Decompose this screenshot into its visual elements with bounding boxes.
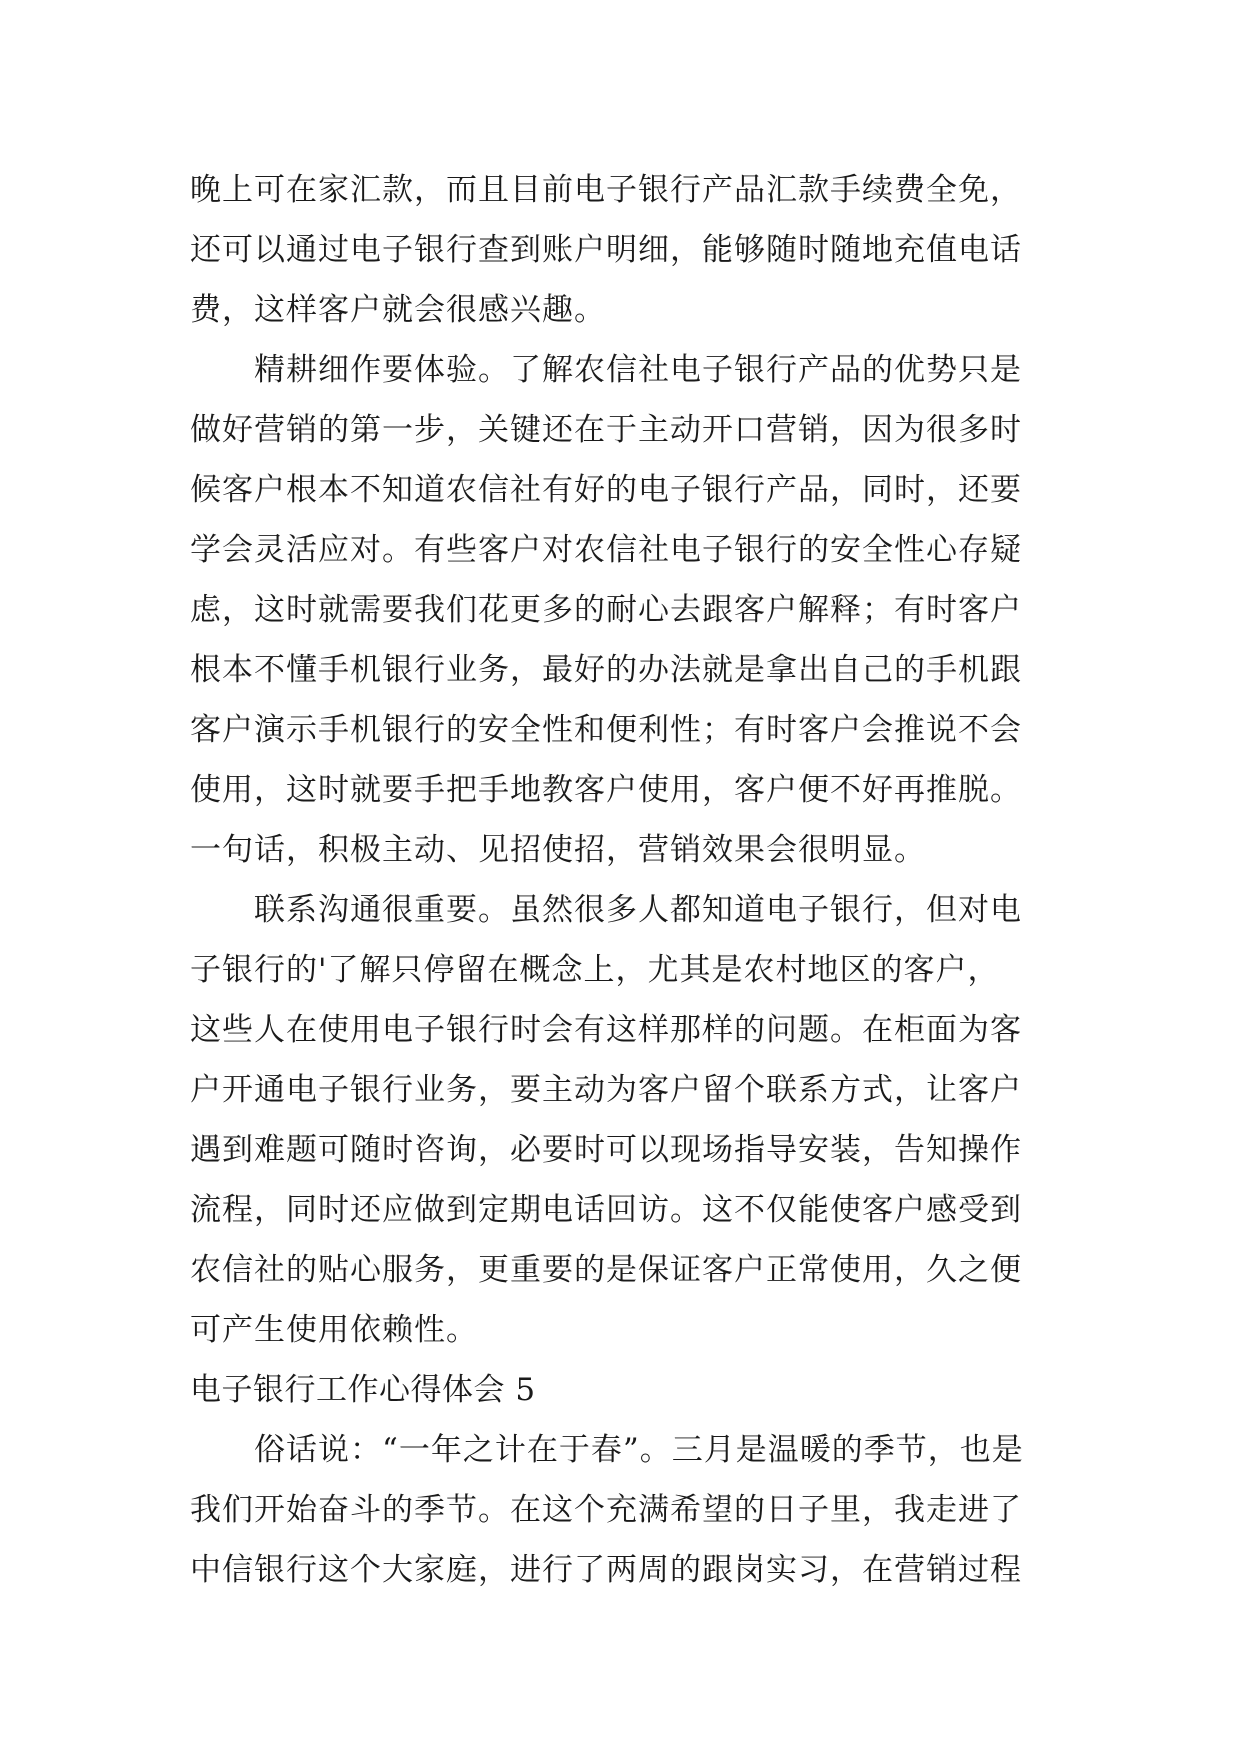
text-line: 一句话，积极主动、见招使招，营销效果会很明显。 <box>190 832 926 868</box>
text-line: 客户演示手机银行的安全性和便利性；有时客户会推说不会 <box>190 712 1022 748</box>
text-line: 子银行的'了解只停留在概念上，尤其是农村地区的客户， <box>190 952 1000 988</box>
text-line: 可产生使用依赖性。 <box>190 1312 478 1348</box>
text-line: 精耕细作要体验。了解农信社电子银行产品的优势只是 <box>254 352 1022 388</box>
text-line: 户开通电子银行业务，要主动为客户留个联系方式，让客户 <box>190 1072 1022 1108</box>
text-line: 这些人在使用电子银行时会有这样那样的问题。在柜面为客 <box>190 1012 1022 1048</box>
text-line: 中信银行这个大家庭，进行了两周的跟岗实习，在营销过程 <box>190 1552 1022 1588</box>
text-line: 流程，同时还应做到定期电话回访。这不仅能使客户感受到 <box>190 1192 1022 1228</box>
text-line: 根本不懂手机银行业务，最好的办法就是拿出自己的手机跟 <box>190 652 1022 688</box>
text-line: 使用，这时就要手把手地教客户使用，客户便不好再推脱。 <box>190 772 1022 808</box>
text-line: 我们开始奋斗的季节。在这个充满希望的日子里，我走进了 <box>190 1492 1022 1528</box>
text-line: 还可以通过电子银行查到账户明细，能够随时随地充值电话 <box>190 232 1022 268</box>
text-line: 候客户根本不知道农信社有好的电子银行产品，同时，还要 <box>190 472 1022 508</box>
text-line: 晚上可在家汇款，而且目前电子银行产品汇款手续费全免， <box>190 172 1022 208</box>
text-line: 农信社的贴心服务，更重要的是保证客户正常使用，久之便 <box>190 1252 1022 1288</box>
text-line: 做好营销的第一步，关键还在于主动开口营销，因为很多时 <box>190 412 1022 448</box>
text-line: 遇到难题可随时咨询，必要时可以现场指导安装，告知操作 <box>190 1132 1022 1168</box>
document-body <box>190 160 1052 1600</box>
text-line: 学会灵活应对。有些客户对农信社电子银行的安全性心存疑 <box>190 532 1022 568</box>
text-line: 俗话说：“一年之计在于春”。三月是温暖的季节，也是 <box>254 1432 1024 1468</box>
text-line: 虑，这时就需要我们花更多的耐心去跟客户解释；有时客户 <box>190 592 1022 628</box>
section-heading: 电子银行工作心得体会 5 <box>190 1372 536 1408</box>
text-line: 联系沟通很重要。虽然很多人都知道电子银行，但对电 <box>254 892 1022 928</box>
text-line: 费，这样客户就会很感兴趣。 <box>190 292 606 328</box>
